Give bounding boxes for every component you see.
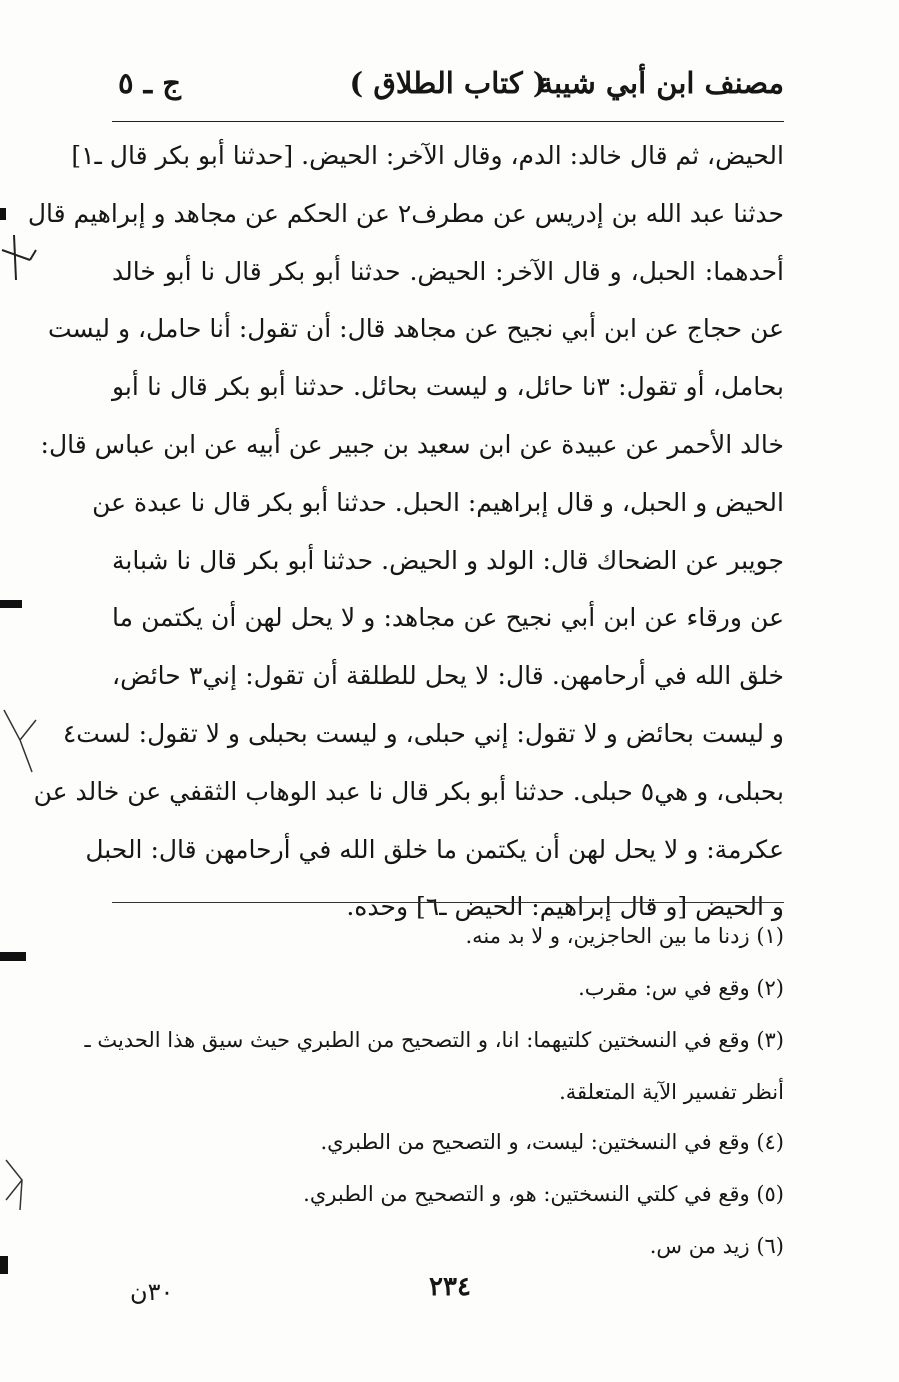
footnote: (٣) وقع في النسختين كلتيهما: انا، و التصحيح من الطبري حيث سيق هذا الحديث ـ — [84, 1028, 784, 1052]
text-line: الحيض، ثم قال خالد: الدم، وقال الآخر: الحيض. [حدثنا أبو بكر قال ـ١] — [71, 141, 784, 170]
text-line: أحدهما: الحبل، و قال الآخر: الحيض. حدثنا أبو بكر قال نا أبو خالد — [112, 256, 784, 286]
footnote-continuation: أنظر تفسير الآية المتعلقة. — [559, 1080, 784, 1104]
edge-smudge — [0, 600, 22, 608]
header-rule — [112, 121, 784, 122]
margin-mark-icon — [0, 700, 40, 780]
text-line: عن ورقاء عن ابن أبي نجيح عن مجاهد: و لا يحل لهن أن يكتمن ما — [112, 603, 784, 633]
text-line: و ليست بحائض و لا تقول: إني حبلى، و ليست بحبلى و لا تقول: لست٤ — [62, 718, 784, 748]
text-line: حدثنا عبد الله بن إدريس عن مطرف٢ عن الحكم عن مجاهد و إبراهيم قال — [27, 198, 784, 228]
page-number: ٢٣٤ — [429, 1272, 471, 1302]
footnote-rule — [112, 902, 784, 903]
footnote: (٦) زيد من س. — [649, 1234, 784, 1258]
main-text — [27, 132, 784, 941]
edge-smudge — [0, 952, 26, 961]
footnote: (٤) وقع في النسختين: ليست، و التصحيح من الطبري. — [320, 1130, 784, 1154]
text-line: عكرمة: و لا يحل لهن أن يكتمن ما خلق الله في أرحامهن قال: الحبل — [85, 834, 784, 864]
volume-label: ج ـ ٥ — [118, 66, 181, 100]
footnote: (٥) وقع في كلتي النسختين: هو، و التصحيح من الطبري. — [303, 1182, 784, 1206]
footnote: (١) زدنا ما بين الحاجزين، و لا بد منه. — [465, 924, 784, 948]
text-line: بحبلى، و هي٥ حبلى. حدثنا أبو بكر قال نا عبد الوهاب الثقفي عن خالد عن — [33, 776, 784, 806]
text-line: جويبر عن الضحاك قال: الولد و الحيض. حدثنا أبو بكر قال نا شبابة — [112, 545, 784, 575]
text-line: الحيض و الحبل، و قال إبراهيم: الحبل. حدثنا أبو بكر قال نا عبدة عن — [92, 487, 784, 517]
text-line: بحامل، أو تقول: ٣نا حائل، و ليست بحائل. حدثنا أبو بكر قال نا أبو — [112, 372, 784, 402]
margin-mark-icon — [0, 220, 40, 290]
signature-mark: ٣٠ن — [130, 1278, 174, 1306]
footnotes — [84, 914, 784, 1276]
text-line: و الحيض [و قال إبراهيم: الحيض ـ٦] وحده. — [346, 892, 784, 922]
text-line: خلق الله في أرحامهن. قال: لا يحل للطلقة أن تقول: إني٣ حائض، — [112, 661, 784, 691]
footnote: (٢) وقع في س: مقرب. — [578, 976, 784, 1000]
chapter-title: ( كتاب الطلاق ) — [349, 66, 547, 100]
text-line: عن حجاج عن ابن أبي نجيح عن مجاهد قال: أن تقول: أنا حامل، و ليست — [48, 314, 784, 344]
running-header — [112, 66, 784, 112]
book-title: مصنف ابن أبي شيبة — [538, 66, 784, 100]
edge-smudge — [0, 208, 6, 220]
margin-mark-icon — [0, 1150, 40, 1220]
edge-smudge — [0, 1256, 8, 1274]
text-line: خالد الأحمر عن عبيدة عن ابن سعيد بن جبير عن أبيه عن ابن عباس قال: — [40, 429, 784, 459]
